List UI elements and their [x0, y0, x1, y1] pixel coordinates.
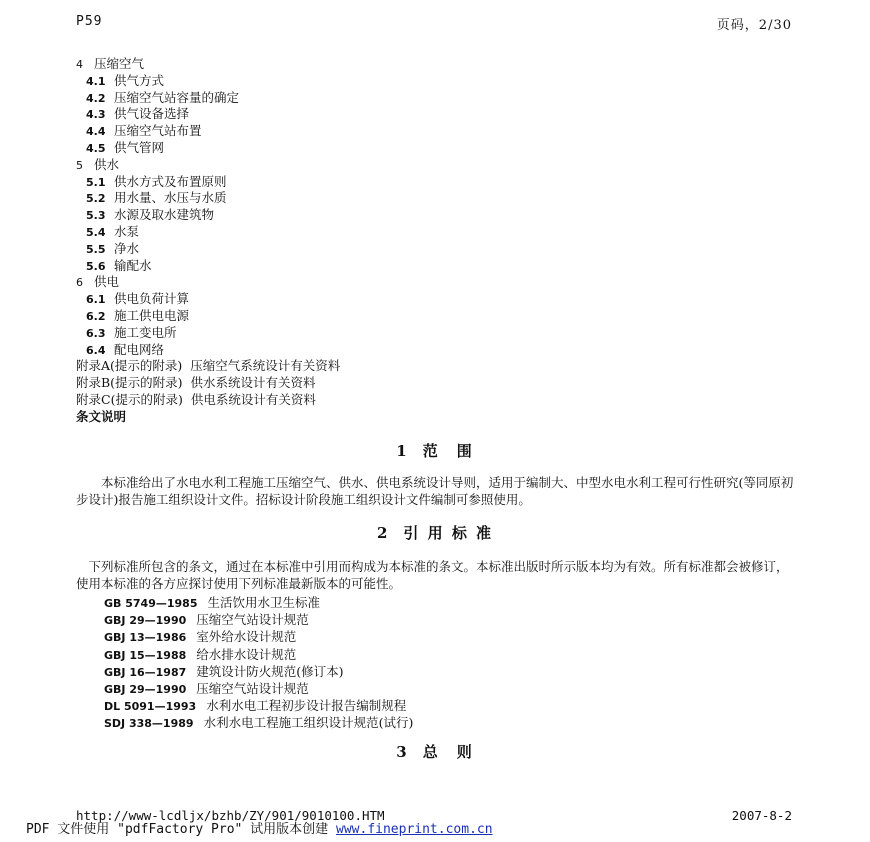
- standard-entry: [104, 611, 413, 628]
- toc-entry: [76, 241, 340, 258]
- section-title: 引 用 标 准: [403, 524, 494, 542]
- toc-entry-number: 5.2: [86, 192, 106, 206]
- toc-entry: [76, 358, 340, 375]
- toc-entry: [76, 342, 340, 359]
- toc-entry-number: 4.5: [86, 141, 106, 155]
- toc-entry-title: 供水: [94, 156, 120, 172]
- source-url: http://www-lcdljx/bzhb/ZY/901/9010100.HTM: [76, 808, 385, 823]
- toc-entry-number: 6.1: [86, 293, 106, 307]
- toc-entry-number: 4.4: [86, 125, 106, 139]
- toc-entry-title: 输配水: [114, 257, 152, 273]
- toc-entry-number: 6.2: [86, 309, 106, 323]
- toc-entry: [76, 73, 340, 90]
- section-title: 范 围: [422, 442, 474, 460]
- toc-entry: [76, 392, 340, 409]
- standard-code: GB 5749—1985: [104, 597, 198, 610]
- toc-entry: [76, 308, 340, 325]
- toc-entry: [76, 207, 340, 224]
- toc-entry: [76, 409, 340, 426]
- toc-entry-number: 6.3: [86, 326, 106, 340]
- standard-code: SDJ 338—1989: [104, 717, 194, 731]
- toc-entry-title: 净水: [114, 240, 140, 256]
- watermark-text: PDF 文件使用 "pdfFactory Pro" 试用版本创建: [26, 822, 337, 837]
- toc-entry-title: 供气方式: [114, 72, 165, 88]
- standard-entry: [104, 663, 413, 680]
- standard-name: 水利水电工程施工组织设计规范(试行): [203, 715, 414, 731]
- section-heading-general: [0, 741, 870, 762]
- toc-entry: [76, 274, 340, 291]
- toc-entry-title: 压缩空气系统设计有关资料: [190, 358, 341, 374]
- toc-entry-title: 压缩空气: [94, 56, 145, 71]
- section-number: 3: [396, 743, 409, 761]
- standard-name: 给水排水设计规范: [196, 646, 297, 662]
- standard-entry: [104, 594, 413, 611]
- section-number: 2: [376, 524, 390, 542]
- toc-entry-title: 压缩空气站容量的确定: [114, 89, 240, 105]
- toc-entry-title: 条文说明: [76, 408, 127, 424]
- toc-entry: [76, 325, 340, 342]
- toc-entry: [76, 106, 340, 123]
- toc-entry-number: 4.1: [86, 74, 106, 88]
- standard-name: 建筑设计防火规范(修订本): [196, 663, 344, 679]
- toc-entry: [76, 174, 340, 191]
- toc-entry: [76, 291, 340, 308]
- toc-entry-title: 供电: [94, 274, 120, 290]
- toc-entry-title: 配电网络: [114, 341, 165, 357]
- toc-entry-number: 4.2: [86, 91, 106, 105]
- toc-entry: [76, 190, 340, 207]
- section-number: 1: [396, 442, 409, 460]
- toc-entry-title: 供气设备选择: [114, 106, 190, 122]
- toc-entry-number: 附录C(提示的附录): [76, 391, 183, 407]
- toc-entry-title: 供电负荷计算: [114, 291, 190, 307]
- standard-name: 生活饮用水卫生标准: [207, 595, 320, 610]
- standard-entry: [104, 646, 413, 663]
- toc-entry-title: 供气管网: [114, 139, 165, 155]
- standard-name: 压缩空气站设计规范: [196, 680, 309, 696]
- standard-name: 水利水电工程初步设计报告编制规程: [206, 698, 407, 714]
- toc-entry-number: 附录A(提示的附录): [76, 358, 183, 374]
- section-heading-scope: [0, 440, 870, 461]
- standard-name: 压缩空气站设计规范: [196, 612, 309, 628]
- toc-entry-title: 用水量、水压与水质: [114, 190, 227, 206]
- table-of-contents: [76, 56, 340, 426]
- standard-code: GBJ 13—1986: [104, 631, 187, 645]
- toc-entry-title: 施工供电电源: [114, 307, 190, 323]
- toc-entry-number: 5.4: [86, 225, 106, 239]
- standard-code: DL 5091—1993: [104, 700, 197, 714]
- toc-entry-title: 供电系统设计有关资料: [190, 391, 316, 407]
- toc-entry: [76, 90, 340, 107]
- references-paragraph: 下列标准所包含的条文，通过在本标准中引用而构成为本标准的条文。本标准出版时所示版本均为有效。所有标准都会被修订，使用本标准的各方应探讨使用下列标准最新版本的可能性。: [76, 559, 789, 591]
- toc-entry: [76, 56, 340, 73]
- toc-entry: [76, 258, 340, 275]
- toc-entry-number: 4: [76, 58, 83, 71]
- toc-entry-title: 水泵: [114, 223, 140, 239]
- toc-entry-number: 6: [76, 276, 83, 290]
- standard-entry: [104, 697, 413, 714]
- toc-entry-title: 压缩空气站布置: [114, 123, 202, 139]
- toc-entry-number: 5.6: [86, 259, 106, 273]
- page-counter: 页码，2/30: [716, 18, 792, 33]
- toc-entry-number: 5.3: [86, 209, 106, 223]
- section-title: 总 则: [422, 743, 474, 761]
- toc-entry: [76, 375, 340, 392]
- toc-entry-number: 5: [76, 158, 83, 172]
- print-date: 2007-8-2: [731, 808, 792, 823]
- page-label: P59: [76, 14, 103, 29]
- standard-code: GBJ 15—1988: [104, 648, 187, 662]
- toc-entry-title: 施工变电所: [114, 324, 177, 340]
- toc-entry-number: 附录B(提示的附录): [76, 375, 183, 391]
- standard-entry: [104, 714, 413, 731]
- pdf-watermark: [26, 818, 493, 837]
- toc-entry-title: 供水方式及布置原则: [114, 173, 227, 189]
- toc-entry: [76, 140, 340, 157]
- toc-entry-title: 水源及取水建筑物: [114, 207, 215, 223]
- watermark-link[interactable]: www.fineprint.com.cn: [336, 822, 493, 837]
- section-heading-references: [0, 522, 870, 543]
- standard-entry: [104, 680, 413, 697]
- scope-paragraph: 本标准给出了水电水利工程施工压缩空气、供水、供电系统设计导则，适用于编制大、中型水电水利工程可行性研究(等同原初步设计)报告施工组织设计文件。招标设计阶段施工组织设计文件编制可参照使用。: [76, 475, 794, 507]
- standard-code: GBJ 29—1990: [104, 614, 187, 628]
- standard-name: 室外给水设计规范: [196, 629, 297, 645]
- standard-code: GBJ 29—1990: [104, 682, 187, 696]
- toc-entry: [76, 157, 340, 174]
- standard-code: GBJ 16—1987: [104, 665, 187, 679]
- toc-entry-number: 5.1: [86, 175, 106, 189]
- toc-entry: [76, 123, 340, 140]
- toc-entry-number: 4.3: [86, 108, 106, 122]
- toc-entry-title: 供水系统设计有关资料: [190, 375, 316, 391]
- standard-entry: [104, 628, 413, 645]
- toc-entry-number: 5.5: [86, 242, 106, 256]
- toc-entry: [76, 224, 340, 241]
- toc-entry-number: 6.4: [86, 343, 106, 357]
- standards-list: [104, 594, 413, 732]
